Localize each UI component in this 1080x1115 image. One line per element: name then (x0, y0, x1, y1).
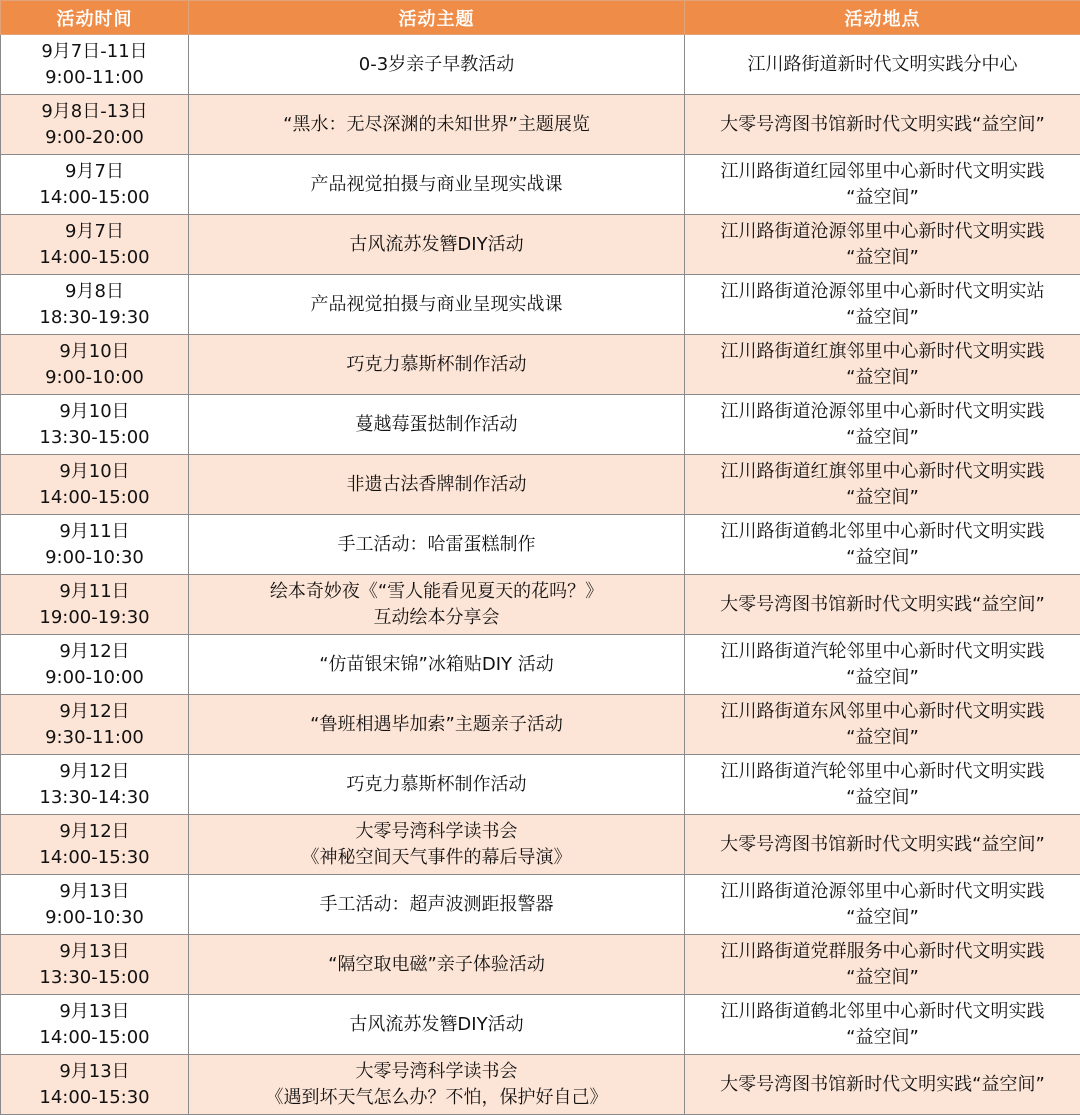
table-row (1, 695, 1080, 755)
activity-time: 13:30-15:00 (7, 425, 182, 451)
activity-topic-line: 产品视觉拍摄与商业呈现实战课 (195, 172, 678, 198)
topic-cell (189, 95, 685, 155)
activity-date: 9月11日 (7, 579, 182, 605)
activity-topic-line: 绘本奇妙夜《“雪人能看见夏天的花吗？》 (195, 579, 678, 605)
activity-place-line: 江川路街道红旗邻里中心新时代文明实践 (691, 339, 1074, 365)
activity-place-line: 江川路街道沧源邻里中心新时代文明实践 (691, 879, 1074, 905)
table-row (1, 995, 1080, 1055)
activity-place-line: “益空间” (691, 965, 1074, 991)
topic-cell (189, 335, 685, 395)
activity-time: 14:00-15:00 (7, 485, 182, 511)
time-cell (1, 395, 189, 455)
topic-cell (189, 695, 685, 755)
place-cell (685, 35, 1080, 95)
activity-topic-line: 《遇到坏天气怎么办？不怕，保护好自己》 (195, 1085, 678, 1111)
activity-place-line: “益空间” (691, 425, 1074, 451)
place-cell (685, 755, 1080, 815)
activity-topic-line: 互动绘本分享会 (195, 605, 678, 631)
activity-topic-line: 产品视觉拍摄与商业呈现实战课 (195, 292, 678, 318)
activity-topic-line: 大零号湾科学读书会 (195, 819, 678, 845)
time-cell (1, 455, 189, 515)
activity-date: 9月13日 (7, 999, 182, 1025)
activity-topic-line: 手工活动：哈雷蛋糕制作 (195, 532, 678, 558)
activity-place-line: “益空间” (691, 785, 1074, 811)
table-row (1, 635, 1080, 695)
activity-date: 9月11日 (7, 519, 182, 545)
activity-place-line: 大零号湾图书馆新时代文明实践“益空间” (691, 832, 1074, 858)
activity-place-line: 江川路街道党群服务中心新时代文明实践 (691, 939, 1074, 965)
table-body (1, 35, 1080, 1115)
place-cell (685, 995, 1080, 1055)
table-row (1, 155, 1080, 215)
activity-place-line: “益空间” (691, 485, 1074, 511)
activity-date: 9月12日 (7, 639, 182, 665)
topic-cell (189, 875, 685, 935)
place-cell (685, 635, 1080, 695)
activity-time: 18:30-19:30 (7, 305, 182, 331)
table-row (1, 575, 1080, 635)
place-cell (685, 815, 1080, 875)
topic-cell (189, 155, 685, 215)
place-cell (685, 95, 1080, 155)
time-cell (1, 155, 189, 215)
activity-date: 9月13日 (7, 879, 182, 905)
table-row (1, 1055, 1080, 1115)
activity-date: 9月10日 (7, 399, 182, 425)
header-topic: 活动主题 (189, 1, 685, 35)
place-cell (685, 515, 1080, 575)
table-row (1, 875, 1080, 935)
activity-topic-line: 蔓越莓蛋挞制作活动 (195, 412, 678, 438)
activity-time: 19:00-19:30 (7, 605, 182, 631)
activity-place-line: 大零号湾图书馆新时代文明实践“益空间” (691, 592, 1074, 618)
activity-place-line: 江川路街道汽轮邻里中心新时代文明实践 (691, 759, 1074, 785)
activity-topic-line: 巧克力慕斯杯制作活动 (195, 772, 678, 798)
time-cell (1, 815, 189, 875)
table-row (1, 515, 1080, 575)
activity-date: 9月13日 (7, 939, 182, 965)
place-cell (685, 575, 1080, 635)
activity-place-line: 江川路街道沧源邻里中心新时代文明实站 (691, 279, 1074, 305)
activity-time: 9:00-11:00 (7, 65, 182, 91)
place-cell (685, 215, 1080, 275)
time-cell (1, 635, 189, 695)
place-cell (685, 935, 1080, 995)
activity-place-line: 江川路街道新时代文明实践分中心 (691, 52, 1074, 78)
activity-place-line: “益空间” (691, 1025, 1074, 1051)
activity-place-line: “益空间” (691, 245, 1074, 271)
activity-date: 9月10日 (7, 459, 182, 485)
table-row (1, 395, 1080, 455)
time-cell (1, 1055, 189, 1115)
topic-cell (189, 755, 685, 815)
activity-time: 9:30-11:00 (7, 725, 182, 751)
activity-topic-line: “鲁班相遇毕加索”主题亲子活动 (195, 712, 678, 738)
activity-topic-line: “黑水：无尽深渊的未知世界”主题展览 (195, 112, 678, 138)
activity-topic-line: 古风流苏发簪DIY活动 (195, 232, 678, 258)
time-cell (1, 215, 189, 275)
place-cell (685, 335, 1080, 395)
table-header-row (1, 1, 1080, 35)
activity-time: 9:00-10:00 (7, 365, 182, 391)
activity-time: 9:00-10:30 (7, 545, 182, 571)
activity-topic-line: 巧克力慕斯杯制作活动 (195, 352, 678, 378)
activity-date: 9月8日-13日 (7, 99, 182, 125)
time-cell (1, 995, 189, 1055)
table-row (1, 455, 1080, 515)
time-cell (1, 35, 189, 95)
activity-place-line: “益空间” (691, 185, 1074, 211)
topic-cell (189, 275, 685, 335)
activity-place-line: 江川路街道红旗邻里中心新时代文明实践 (691, 459, 1074, 485)
activity-place-line: “益空间” (691, 905, 1074, 931)
activity-place-line: 江川路街道汽轮邻里中心新时代文明实践 (691, 639, 1074, 665)
activity-topic-line: “仿苗银宋锦”冰箱贴DIY 活动 (195, 652, 678, 678)
table-row (1, 95, 1080, 155)
topic-cell (189, 575, 685, 635)
activity-place-line: 江川路街道鹤北邻里中心新时代文明实践 (691, 999, 1074, 1025)
activity-date: 9月10日 (7, 339, 182, 365)
activity-place-line: 大零号湾图书馆新时代文明实践“益空间” (691, 112, 1074, 138)
topic-cell (189, 455, 685, 515)
place-cell (685, 155, 1080, 215)
activity-time: 9:00-10:00 (7, 665, 182, 691)
activity-time: 13:30-15:00 (7, 965, 182, 991)
activity-date: 9月12日 (7, 699, 182, 725)
topic-cell (189, 995, 685, 1055)
activity-time: 14:00-15:00 (7, 1025, 182, 1051)
time-cell (1, 575, 189, 635)
place-cell (685, 455, 1080, 515)
time-cell (1, 95, 189, 155)
topic-cell (189, 395, 685, 455)
time-cell (1, 335, 189, 395)
activity-topic-line: 古风流苏发簪DIY活动 (195, 1012, 678, 1038)
activity-topic-line: 0-3岁亲子早教活动 (195, 52, 678, 78)
activity-date: 9月8日 (7, 279, 182, 305)
topic-cell (189, 1055, 685, 1115)
activity-time: 13:30-14:30 (7, 785, 182, 811)
topic-cell (189, 215, 685, 275)
time-cell (1, 695, 189, 755)
activity-place-line: “益空间” (691, 665, 1074, 691)
table-row (1, 215, 1080, 275)
activity-date: 9月12日 (7, 819, 182, 845)
activity-date: 9月7日-11日 (7, 39, 182, 65)
table-row (1, 935, 1080, 995)
activity-date: 9月13日 (7, 1059, 182, 1085)
place-cell (685, 875, 1080, 935)
place-cell (685, 695, 1080, 755)
activity-topic-line: 非遗古法香牌制作活动 (195, 472, 678, 498)
activity-place-line: 江川路街道红园邻里中心新时代文明实践 (691, 159, 1074, 185)
activity-place-line: “益空间” (691, 365, 1074, 391)
activity-date: 9月12日 (7, 759, 182, 785)
activity-topic-line: 大零号湾科学读书会 (195, 1059, 678, 1085)
activity-date: 9月7日 (7, 219, 182, 245)
activity-topic-line: 《神秘空间天气事件的幕后导演》 (195, 845, 678, 871)
topic-cell (189, 515, 685, 575)
activity-place-line: “益空间” (691, 545, 1074, 571)
header-time: 活动时间 (1, 1, 189, 35)
table-row (1, 275, 1080, 335)
topic-cell (189, 935, 685, 995)
activity-date: 9月7日 (7, 159, 182, 185)
activity-place-line: “益空间” (691, 305, 1074, 331)
topic-cell (189, 35, 685, 95)
activity-topic-line: “隔空取电磁”亲子体验活动 (195, 952, 678, 978)
table-row (1, 755, 1080, 815)
activity-place-line: “益空间” (691, 725, 1074, 751)
time-cell (1, 755, 189, 815)
activity-place-line: 江川路街道沧源邻里中心新时代文明实践 (691, 219, 1074, 245)
place-cell (685, 1055, 1080, 1115)
place-cell (685, 275, 1080, 335)
activity-place-line: 江川路街道东风邻里中心新时代文明实践 (691, 699, 1074, 725)
activity-place-line: 江川路街道沧源邻里中心新时代文明实践 (691, 399, 1074, 425)
time-cell (1, 875, 189, 935)
activity-time: 9:00-10:30 (7, 905, 182, 931)
activity-topic-line: 手工活动：超声波测距报警器 (195, 892, 678, 918)
activity-time: 14:00-15:30 (7, 845, 182, 871)
table-row (1, 815, 1080, 875)
activity-time: 14:00-15:30 (7, 1085, 182, 1111)
time-cell (1, 275, 189, 335)
time-cell (1, 515, 189, 575)
time-cell (1, 935, 189, 995)
activity-time: 9:00-20:00 (7, 125, 182, 151)
activity-place-line: 大零号湾图书馆新时代文明实践“益空间” (691, 1072, 1074, 1098)
activity-place-line: 江川路街道鹤北邻里中心新时代文明实践 (691, 519, 1074, 545)
place-cell (685, 395, 1080, 455)
topic-cell (189, 815, 685, 875)
table-row (1, 335, 1080, 395)
activity-time: 14:00-15:00 (7, 185, 182, 211)
topic-cell (189, 635, 685, 695)
activity-time: 14:00-15:00 (7, 245, 182, 271)
header-place: 活动地点 (685, 1, 1080, 35)
table-row (1, 35, 1080, 95)
